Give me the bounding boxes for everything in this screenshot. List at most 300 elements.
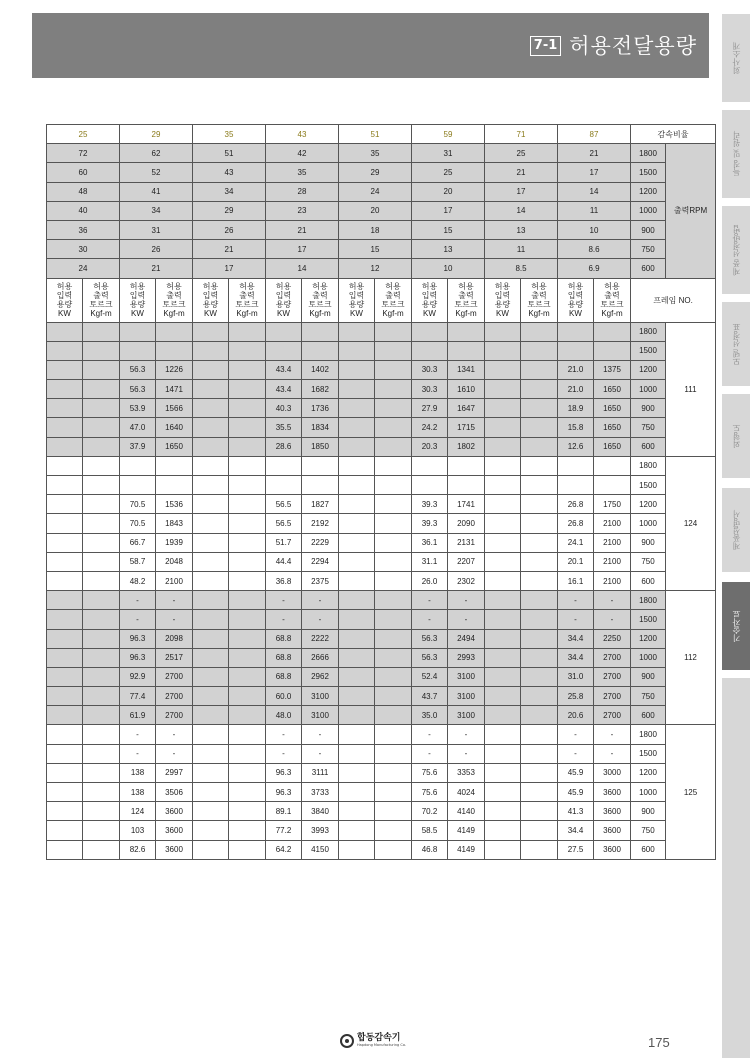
empty-cell [521, 418, 558, 437]
kw-value: 44.4 [266, 552, 302, 571]
rpm-value: 1200 [631, 763, 666, 782]
torque-value: 1750 [594, 495, 631, 514]
torque-value [302, 341, 339, 360]
empty-cell [229, 840, 266, 859]
output-rpm-cell: 13 [485, 220, 558, 239]
torque-value: - [594, 725, 631, 744]
empty-cell [375, 399, 412, 418]
empty-cell [47, 687, 83, 706]
kw-value: 48.2 [120, 571, 156, 590]
torque-value: 4140 [448, 802, 485, 821]
empty-cell [485, 783, 521, 802]
torque-value: 4024 [448, 783, 485, 802]
capacity-table [46, 124, 716, 860]
torque-value: - [594, 610, 631, 629]
torque-value: 2517 [156, 648, 193, 667]
empty-cell [193, 456, 229, 475]
empty-cell [339, 667, 375, 686]
kw-value: - [266, 610, 302, 629]
torque-value: 3600 [594, 821, 631, 840]
torque-value: 4149 [448, 821, 485, 840]
rpm-value: 750 [631, 821, 666, 840]
kw-value [558, 322, 594, 341]
kw-value: 20.6 [558, 706, 594, 725]
data-row [47, 399, 716, 418]
kw-value: 24.2 [412, 418, 448, 437]
empty-cell [375, 341, 412, 360]
empty-cell [521, 610, 558, 629]
torque-value: 2700 [594, 648, 631, 667]
kw-value: 68.8 [266, 648, 302, 667]
empty-cell [339, 591, 375, 610]
torque-value: 3600 [594, 802, 631, 821]
torque-header: 허용 출력 토르크 Kgf-m [594, 278, 631, 322]
empty-cell [521, 783, 558, 802]
kw-value: 96.3 [266, 763, 302, 782]
torque-value: 3000 [594, 763, 631, 782]
output-rpm-cell: 42 [266, 144, 339, 163]
company-logo [340, 1033, 406, 1048]
kw-value: 31.0 [558, 667, 594, 686]
empty-cell [229, 456, 266, 475]
data-row [47, 322, 716, 341]
output-rpm-cell: 21 [485, 163, 558, 182]
input-rpm-cell: 600 [631, 259, 666, 278]
kw-value: - [558, 591, 594, 610]
output-rpm-cell: 15 [412, 220, 485, 239]
input-rpm-cell: 900 [631, 220, 666, 239]
empty-cell [375, 840, 412, 859]
section-number: 7-1 [530, 36, 562, 56]
kw-value: 26.0 [412, 571, 448, 590]
data-row [47, 495, 716, 514]
torque-value [156, 322, 193, 341]
empty-cell [339, 533, 375, 552]
rpm-row [47, 240, 716, 259]
kw-value: 34.4 [558, 648, 594, 667]
torque-value: 1736 [302, 399, 339, 418]
output-rpm-cell: 11 [485, 240, 558, 259]
kw-value: 26.8 [558, 514, 594, 533]
empty-cell [339, 418, 375, 437]
output-rpm-cell: 21 [120, 259, 193, 278]
kw-value: 39.3 [412, 514, 448, 533]
output-rpm-cell: 17 [412, 201, 485, 220]
torque-value [594, 341, 631, 360]
rpm-value: 750 [631, 418, 666, 437]
empty-cell [521, 341, 558, 360]
kw-value: 27.9 [412, 399, 448, 418]
kw-value: 64.2 [266, 840, 302, 859]
kw-header: 허용 입력 용량 KW [558, 278, 594, 322]
torque-value: 1682 [302, 380, 339, 399]
empty-cell [193, 437, 229, 456]
empty-cell [83, 571, 120, 590]
side-tab-tech-data[interactable]: 기술자료 [722, 582, 750, 670]
empty-cell [229, 783, 266, 802]
output-rpm-cell: 26 [120, 240, 193, 259]
data-row [47, 629, 716, 648]
kw-value: 56.3 [412, 629, 448, 648]
empty-cell [193, 533, 229, 552]
empty-cell [339, 744, 375, 763]
output-rpm-cell: 29 [193, 201, 266, 220]
torque-header: 허용 출력 토르크 Kgf-m [302, 278, 339, 322]
torque-value: 2700 [594, 687, 631, 706]
empty-cell [229, 418, 266, 437]
empty-cell [83, 418, 120, 437]
torque-value: 3600 [156, 840, 193, 859]
empty-cell [229, 725, 266, 744]
data-row [47, 360, 716, 379]
data-row [47, 821, 716, 840]
kw-value: 18.9 [558, 399, 594, 418]
side-tab-selection-method[interactable]: 제품 선정방법 [722, 206, 750, 294]
rpm-value: 1200 [631, 629, 666, 648]
torque-value: 2250 [594, 629, 631, 648]
output-rpm-cell: 35 [339, 144, 412, 163]
empty-cell [83, 744, 120, 763]
output-rpm-cell: 52 [120, 163, 193, 182]
rpm-value: 1000 [631, 514, 666, 533]
kw-value: 96.3 [266, 783, 302, 802]
output-rpm-cell: 43 [193, 163, 266, 182]
output-rpm-cell: 21 [558, 144, 631, 163]
side-tab-company[interactable]: 회사소개 [722, 14, 750, 102]
empty-cell [521, 744, 558, 763]
empty-cell [229, 437, 266, 456]
frame-number: 125 [666, 725, 716, 859]
empty-cell [193, 341, 229, 360]
kw-value: - [558, 610, 594, 629]
output-rpm-cell: 12 [339, 259, 412, 278]
rpm-value: 1800 [631, 725, 666, 744]
empty-cell [339, 648, 375, 667]
data-row [47, 802, 716, 821]
kw-value: 68.8 [266, 667, 302, 686]
output-rpm-cell: 8.5 [485, 259, 558, 278]
empty-cell [83, 629, 120, 648]
empty-cell [83, 783, 120, 802]
empty-cell [485, 495, 521, 514]
empty-cell [47, 840, 83, 859]
kw-value: 27.5 [558, 840, 594, 859]
torque-value: 3600 [156, 821, 193, 840]
empty-cell [47, 514, 83, 533]
kw-value: 24.1 [558, 533, 594, 552]
rpm-value: 600 [631, 571, 666, 590]
torque-value: 1834 [302, 418, 339, 437]
kw-value: 35.5 [266, 418, 302, 437]
empty-cell [47, 725, 83, 744]
empty-cell [339, 687, 375, 706]
kw-value: - [120, 591, 156, 610]
torque-value: 2700 [156, 667, 193, 686]
torque-value: 3840 [302, 802, 339, 821]
empty-cell [339, 322, 375, 341]
torque-value: - [302, 591, 339, 610]
empty-cell [521, 360, 558, 379]
torque-value: 2294 [302, 552, 339, 571]
data-row [47, 591, 716, 610]
empty-cell [83, 341, 120, 360]
kw-value: 92.9 [120, 667, 156, 686]
empty-cell [375, 821, 412, 840]
empty-cell [47, 360, 83, 379]
empty-cell [339, 783, 375, 802]
empty-cell [339, 495, 375, 514]
torque-value: - [448, 591, 485, 610]
torque-value: 2666 [302, 648, 339, 667]
input-rpm-cell: 1000 [631, 201, 666, 220]
rpm-value: 1500 [631, 744, 666, 763]
empty-cell [83, 840, 120, 859]
torque-value: 1802 [448, 437, 485, 456]
empty-cell [485, 821, 521, 840]
empty-cell [229, 763, 266, 782]
torque-value: 3600 [156, 802, 193, 821]
column-header-row [47, 278, 716, 322]
kw-value: 77.4 [120, 687, 156, 706]
empty-cell [229, 341, 266, 360]
kw-value: 51.7 [266, 533, 302, 552]
empty-cell [521, 380, 558, 399]
kw-value: 45.9 [558, 783, 594, 802]
empty-cell [229, 706, 266, 725]
empty-cell [193, 687, 229, 706]
empty-cell [521, 687, 558, 706]
torque-value [156, 341, 193, 360]
empty-cell [193, 744, 229, 763]
kw-value [266, 476, 302, 495]
rpm-row [47, 201, 716, 220]
empty-cell [229, 552, 266, 571]
output-rpm-cell: 30 [47, 240, 120, 259]
side-tab-outline[interactable]: 외형도 [722, 394, 750, 478]
empty-cell [229, 591, 266, 610]
kw-value: 28.6 [266, 437, 302, 456]
kw-value [120, 456, 156, 475]
output-rpm-cell: 51 [193, 144, 266, 163]
output-rpm-cell: 15 [339, 240, 412, 259]
empty-cell [339, 437, 375, 456]
output-rpm-cell: 35 [266, 163, 339, 182]
torque-value: 2700 [156, 687, 193, 706]
kw-value: 45.9 [558, 763, 594, 782]
empty-cell [339, 571, 375, 590]
rpm-row [47, 182, 716, 201]
torque-header: 허용 출력 토르크 Kgf-m [521, 278, 558, 322]
kw-value: - [412, 744, 448, 763]
kw-value: 41.3 [558, 802, 594, 821]
kw-value [412, 341, 448, 360]
kw-value: - [412, 591, 448, 610]
ratio-cell: 25 [47, 125, 120, 144]
input-rpm-cell: 1800 [631, 144, 666, 163]
output-rpm-cell: 8.6 [558, 240, 631, 259]
empty-cell [375, 763, 412, 782]
empty-cell [47, 629, 83, 648]
output-rpm-cell: 14 [485, 201, 558, 220]
data-row [47, 687, 716, 706]
output-rpm-cell: 17 [558, 163, 631, 182]
torque-value [594, 322, 631, 341]
kw-value: 138 [120, 763, 156, 782]
data-row [47, 380, 716, 399]
empty-cell [521, 725, 558, 744]
empty-cell [47, 341, 83, 360]
output-rpm-cell: 28 [266, 182, 339, 201]
empty-cell [485, 802, 521, 821]
empty-cell [375, 667, 412, 686]
empty-cell [339, 341, 375, 360]
rpm-value: 750 [631, 552, 666, 571]
kw-value: 56.3 [120, 380, 156, 399]
empty-cell [47, 667, 83, 686]
kw-value: 48.0 [266, 706, 302, 725]
output-rpm-cell: 25 [485, 144, 558, 163]
output-rpm-cell: 21 [193, 240, 266, 259]
kw-value: 138 [120, 783, 156, 802]
kw-value: 26.8 [558, 495, 594, 514]
empty-cell [485, 629, 521, 648]
torque-value: 1843 [156, 514, 193, 533]
empty-cell [485, 380, 521, 399]
data-row [47, 783, 716, 802]
empty-cell [485, 648, 521, 667]
kw-value: 15.8 [558, 418, 594, 437]
empty-cell [83, 763, 120, 782]
data-row [47, 456, 716, 475]
empty-cell [339, 514, 375, 533]
output-rpm-cell: 36 [47, 220, 120, 239]
torque-value: 1650 [594, 418, 631, 437]
side-tab-model-table[interactable]: 모델 선정표 [722, 302, 750, 386]
frame-number: 111 [666, 322, 716, 456]
output-rpm-cell: 10 [558, 220, 631, 239]
torque-value [302, 476, 339, 495]
rpm-value: 1500 [631, 476, 666, 495]
output-rpm-cell: 13 [412, 240, 485, 259]
empty-cell [339, 610, 375, 629]
torque-value: 1640 [156, 418, 193, 437]
empty-cell [229, 380, 266, 399]
kw-value: - [412, 610, 448, 629]
torque-value: 4149 [448, 840, 485, 859]
kw-value: 53.9 [120, 399, 156, 418]
kw-value: 60.0 [266, 687, 302, 706]
empty-cell [521, 706, 558, 725]
torque-value: 1647 [448, 399, 485, 418]
torque-value: 2100 [594, 571, 631, 590]
kw-value: 34.4 [558, 629, 594, 648]
output-rpm-cell: 20 [339, 201, 412, 220]
empty-cell [485, 744, 521, 763]
rpm-value: 1800 [631, 456, 666, 475]
torque-value: 1402 [302, 360, 339, 379]
torque-value: 2494 [448, 629, 485, 648]
empty-cell [375, 706, 412, 725]
empty-cell [83, 552, 120, 571]
torque-value: 1827 [302, 495, 339, 514]
empty-cell [375, 360, 412, 379]
ratio-cell: 35 [193, 125, 266, 144]
data-row [47, 706, 716, 725]
kw-value: 39.3 [412, 495, 448, 514]
kw-value: 82.6 [120, 840, 156, 859]
data-row [47, 667, 716, 686]
empty-cell [485, 456, 521, 475]
empty-cell [47, 744, 83, 763]
empty-cell [375, 495, 412, 514]
empty-cell [375, 783, 412, 802]
torque-value: 3600 [594, 840, 631, 859]
torque-value: - [302, 610, 339, 629]
empty-cell [485, 360, 521, 379]
torque-value: - [594, 744, 631, 763]
data-row [47, 476, 716, 495]
empty-cell [339, 399, 375, 418]
torque-value: 2192 [302, 514, 339, 533]
side-tab-manual[interactable]: 제품설명서 [722, 488, 750, 572]
torque-value: 1650 [594, 380, 631, 399]
empty-cell [193, 629, 229, 648]
side-tab-blank [722, 678, 750, 1058]
torque-value: 1650 [594, 437, 631, 456]
kw-header: 허용 입력 용량 KW [485, 278, 521, 322]
output-rpm-cell: 31 [412, 144, 485, 163]
empty-cell [193, 610, 229, 629]
torque-value: - [156, 591, 193, 610]
kw-value: 20.3 [412, 437, 448, 456]
kw-value: 21.0 [558, 360, 594, 379]
empty-cell [485, 706, 521, 725]
empty-cell [339, 840, 375, 859]
kw-header: 허용 입력 용량 KW [120, 278, 156, 322]
rpm-value: 900 [631, 399, 666, 418]
empty-cell [485, 418, 521, 437]
kw-value: 89.1 [266, 802, 302, 821]
kw-value [120, 476, 156, 495]
empty-cell [375, 418, 412, 437]
empty-cell [83, 667, 120, 686]
kw-value [558, 456, 594, 475]
rpm-value: 1200 [631, 495, 666, 514]
kw-value: 58.5 [412, 821, 448, 840]
kw-value: 75.6 [412, 763, 448, 782]
empty-cell [193, 648, 229, 667]
output-rpm-cell: 72 [47, 144, 120, 163]
torque-value: 2229 [302, 533, 339, 552]
kw-value [558, 341, 594, 360]
empty-cell [521, 552, 558, 571]
rpm-value: 1500 [631, 610, 666, 629]
gear-logo-icon [340, 1034, 354, 1048]
page-number: 175 [648, 1035, 670, 1050]
data-row [47, 648, 716, 667]
empty-cell [193, 821, 229, 840]
torque-value: 2100 [594, 533, 631, 552]
empty-cell [339, 763, 375, 782]
output-rpm-cell: 24 [47, 259, 120, 278]
torque-value: 1715 [448, 418, 485, 437]
empty-cell [229, 744, 266, 763]
torque-header: 허용 출력 토르크 Kgf-m [448, 278, 485, 322]
side-tab-features[interactable]: 특징 및 원리 [722, 110, 750, 198]
frame-number: 124 [666, 456, 716, 590]
output-rpm-cell: 62 [120, 144, 193, 163]
torque-value: 1741 [448, 495, 485, 514]
